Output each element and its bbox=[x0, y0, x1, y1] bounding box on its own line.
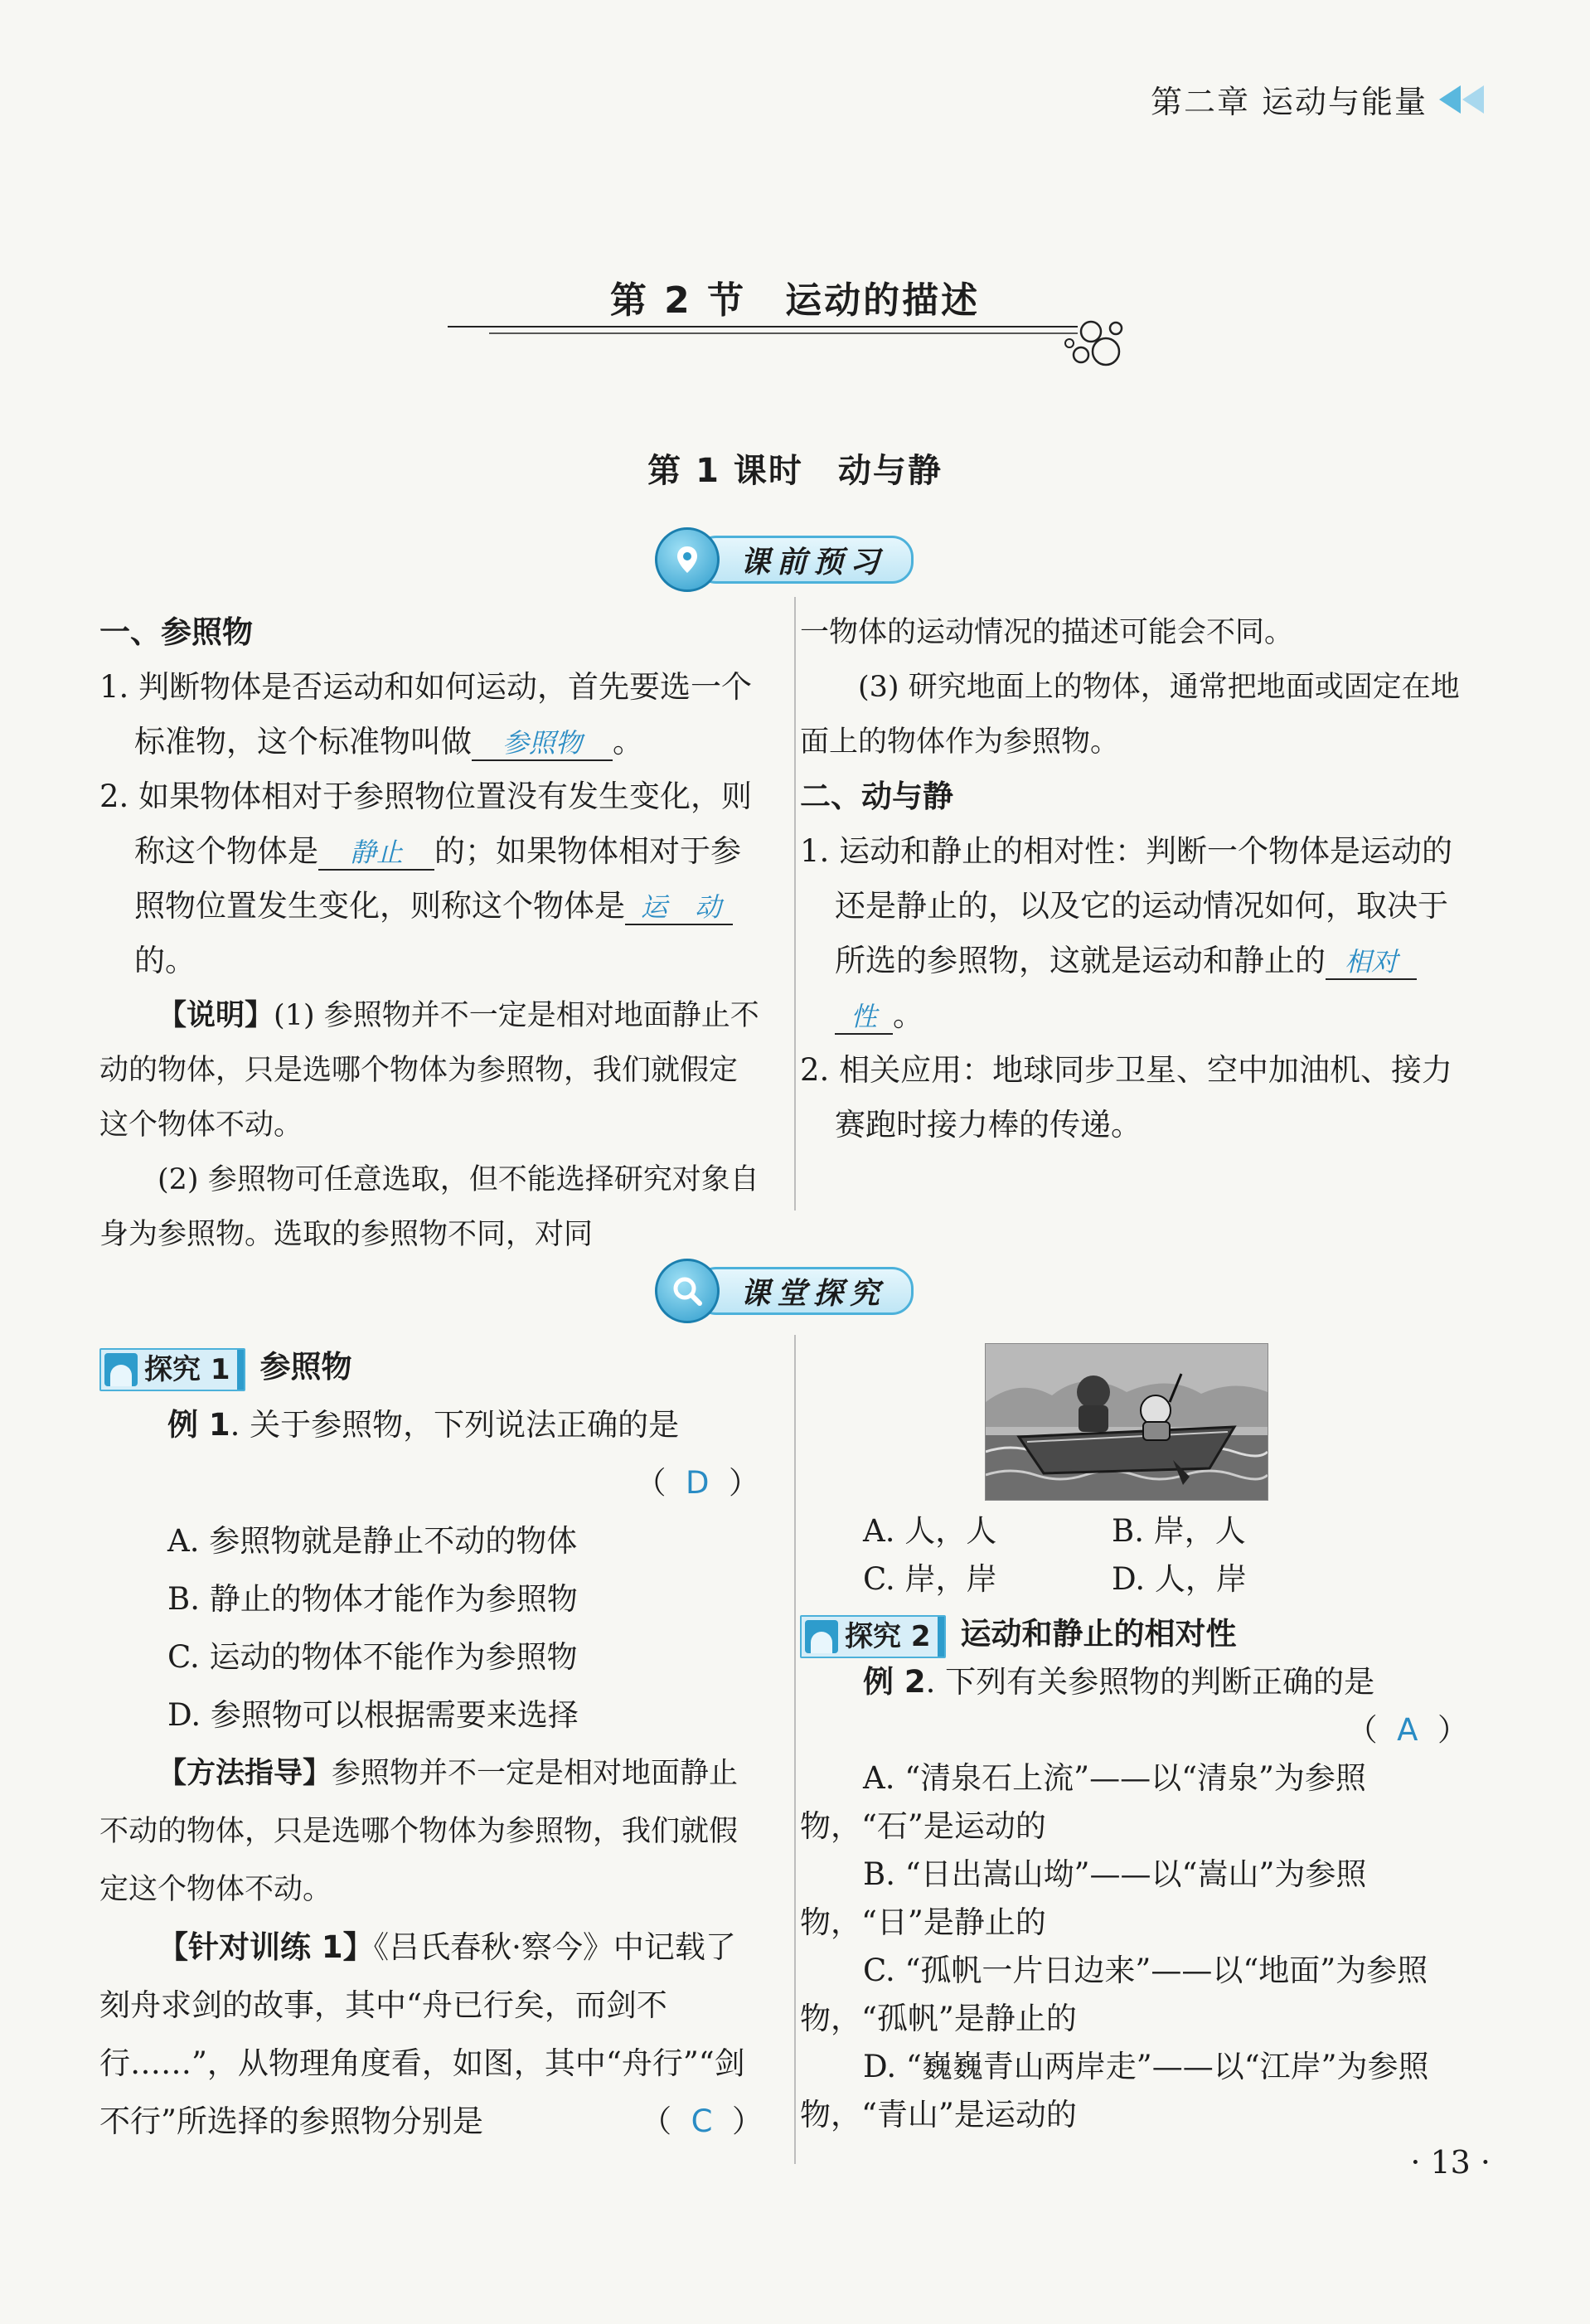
example-2-answer-bracket: （ A ） bbox=[1346, 1712, 1468, 1748]
example-2-option: C. “孤帆一片日边来”——以“地面”为参照物，“孤帆”是静止的 bbox=[800, 1953, 1428, 2036]
explore-left-column bbox=[99, 1338, 763, 2151]
preview-item-2: 2. 如果物体相对于参照物位置没有发生变化，则称这个物体是 静止 的；如果物体相对于参照物位置发生变化，则称这个物体是 运 动的。 bbox=[99, 779, 753, 978]
student-icon bbox=[104, 1353, 138, 1386]
magnifier-icon bbox=[655, 1259, 720, 1323]
chapter-label: 第二章 bbox=[1150, 84, 1250, 120]
student-icon bbox=[805, 1620, 838, 1653]
training-1-option: A. 人，人 bbox=[863, 1513, 997, 1549]
example-1: 例 1. 关于参照物，下列说法正确的是 bbox=[167, 1407, 680, 1443]
answer-blank: 参照物 bbox=[472, 726, 613, 761]
explore-2-heading: 探究 2 运动和静止的相对性 bbox=[800, 1610, 1471, 1658]
example-2-option: A. “清泉石上流”——以“清泉”为参照物，“石”是运动的 bbox=[800, 1760, 1366, 1844]
running-header bbox=[1151, 76, 1484, 122]
preview-item-relativity: 1. 运动和静止的相对性：判断一个物体是运动的还是静止的，以及它的运动情况如何，取决于所选的参照物，这就是运动和静止的 相对性 。 bbox=[800, 833, 1453, 1033]
chapter-title: 运动与能量 bbox=[1261, 84, 1428, 120]
note-1: 【说明】(1) 参照物并不一定是相对地面静止不动的物体，只是选哪个物体为参照物，我们就假定这个物体不动。 bbox=[99, 999, 759, 1142]
example-1-option: B. 静止的物体才能作为参照物 bbox=[167, 1581, 578, 1617]
example-2: 例 2. 下列有关参照物的判断正确的是 bbox=[863, 1664, 1375, 1700]
note-3: (3) 研究地面上的物体，通常把地面或固定在地面上的物体作为参照物。 bbox=[800, 671, 1460, 759]
column-divider bbox=[794, 597, 796, 1211]
double-arrow-icon bbox=[1439, 85, 1484, 114]
preview-item-1: 1. 判断物体是否运动和如何运动，首先要选一个标准物，这个标准物叫做 参照物 。 bbox=[99, 669, 753, 759]
example-1-option: A. 参照物就是静止不动的物体 bbox=[167, 1523, 578, 1559]
note-2-continued: 一物体的运动情况的描述可能会不同。 bbox=[800, 616, 1294, 649]
answer-blank: 静止 bbox=[318, 836, 434, 871]
boat-illustration bbox=[985, 1343, 1268, 1501]
banner-explore bbox=[655, 1260, 914, 1322]
heading-reference-object: 一、参照物 bbox=[99, 614, 253, 650]
explore-1-heading: 探究 1 参照物 bbox=[99, 1338, 763, 1396]
explore-right-column bbox=[800, 1507, 1471, 2139]
title-underline-ornament bbox=[439, 315, 1127, 381]
training-1-answer: C bbox=[691, 2103, 713, 2139]
answer-blank: 运 bbox=[625, 890, 683, 925]
section-title: 第 2 节 运动的描述 bbox=[609, 279, 981, 322]
banner-explore-label: 课堂探究 bbox=[695, 1267, 914, 1315]
example-1-answer: D bbox=[685, 1465, 710, 1501]
page-number: · 13 · bbox=[1410, 2144, 1491, 2181]
answer-blank: 相对 bbox=[1326, 945, 1417, 980]
banner-preview bbox=[655, 529, 914, 590]
answer-blank: 性 bbox=[835, 1000, 893, 1035]
training-1-options-row bbox=[800, 1507, 1471, 1555]
column-divider bbox=[794, 1335, 796, 2164]
example-1-option: D. 参照物可以根据需要来选择 bbox=[167, 1697, 579, 1733]
heading-motion-rest: 二、动与静 bbox=[800, 779, 953, 814]
training-1: 【针对训练 1】《吕氏春秋·察今》中记载了刻舟求剑的故事，其中“舟已行矣，而剑不行……”，从物理角度看，如图，其中“舟行”“剑不行”所选择的参照物分别是 （ C ） bbox=[99, 1919, 763, 2151]
location-pin-icon bbox=[655, 527, 720, 592]
training-1-answer-bracket: （ C ） bbox=[641, 2103, 763, 2139]
example-1-answer-bracket: （ D ） bbox=[635, 1465, 759, 1501]
preview-left-column bbox=[99, 605, 763, 1262]
training-1-option: D. 人，岸 bbox=[1112, 1561, 1247, 1597]
example-1-option: C. 运动的物体不能作为参照物 bbox=[167, 1639, 578, 1675]
banner-preview-label: 课前预习 bbox=[695, 536, 914, 584]
explore-1-tag: 探究 1 bbox=[99, 1348, 245, 1391]
example-2-option: D. “巍巍青山两岸走”——以“江岸”为参照物，“青山”是运动的 bbox=[800, 2049, 1429, 2132]
example-2-answer: A bbox=[1397, 1712, 1418, 1748]
answer-blank: 动 bbox=[683, 890, 733, 925]
explore-2-tag: 探究 2 bbox=[800, 1615, 946, 1658]
training-1-options-row bbox=[800, 1555, 1471, 1604]
preview-right-column bbox=[800, 605, 1463, 1152]
example-2-option: B. “日出嵩山坳”——以“嵩山”为参照物，“日”是静止的 bbox=[800, 1856, 1367, 1940]
training-1-option: B. 岸，人 bbox=[1112, 1513, 1246, 1549]
preview-item-applications: 2. 相关应用：地球同步卫星、空中加油机、接力赛跑时接力棒的传递。 bbox=[800, 1052, 1453, 1143]
method-guide: 【方法指导】参照物并不一定是相对地面静止不动的物体，只是选哪个物体为参照物，我们就假定这个物体不动。 bbox=[99, 1757, 739, 1906]
lesson-title: 第 1 课时 动与静 bbox=[647, 452, 943, 490]
training-1-option: C. 岸，岸 bbox=[863, 1561, 997, 1597]
note-2: (2) 参照物可任意选取，但不能选择研究对象自身为参照物。选取的参照物不同，对同 bbox=[99, 1163, 759, 1251]
